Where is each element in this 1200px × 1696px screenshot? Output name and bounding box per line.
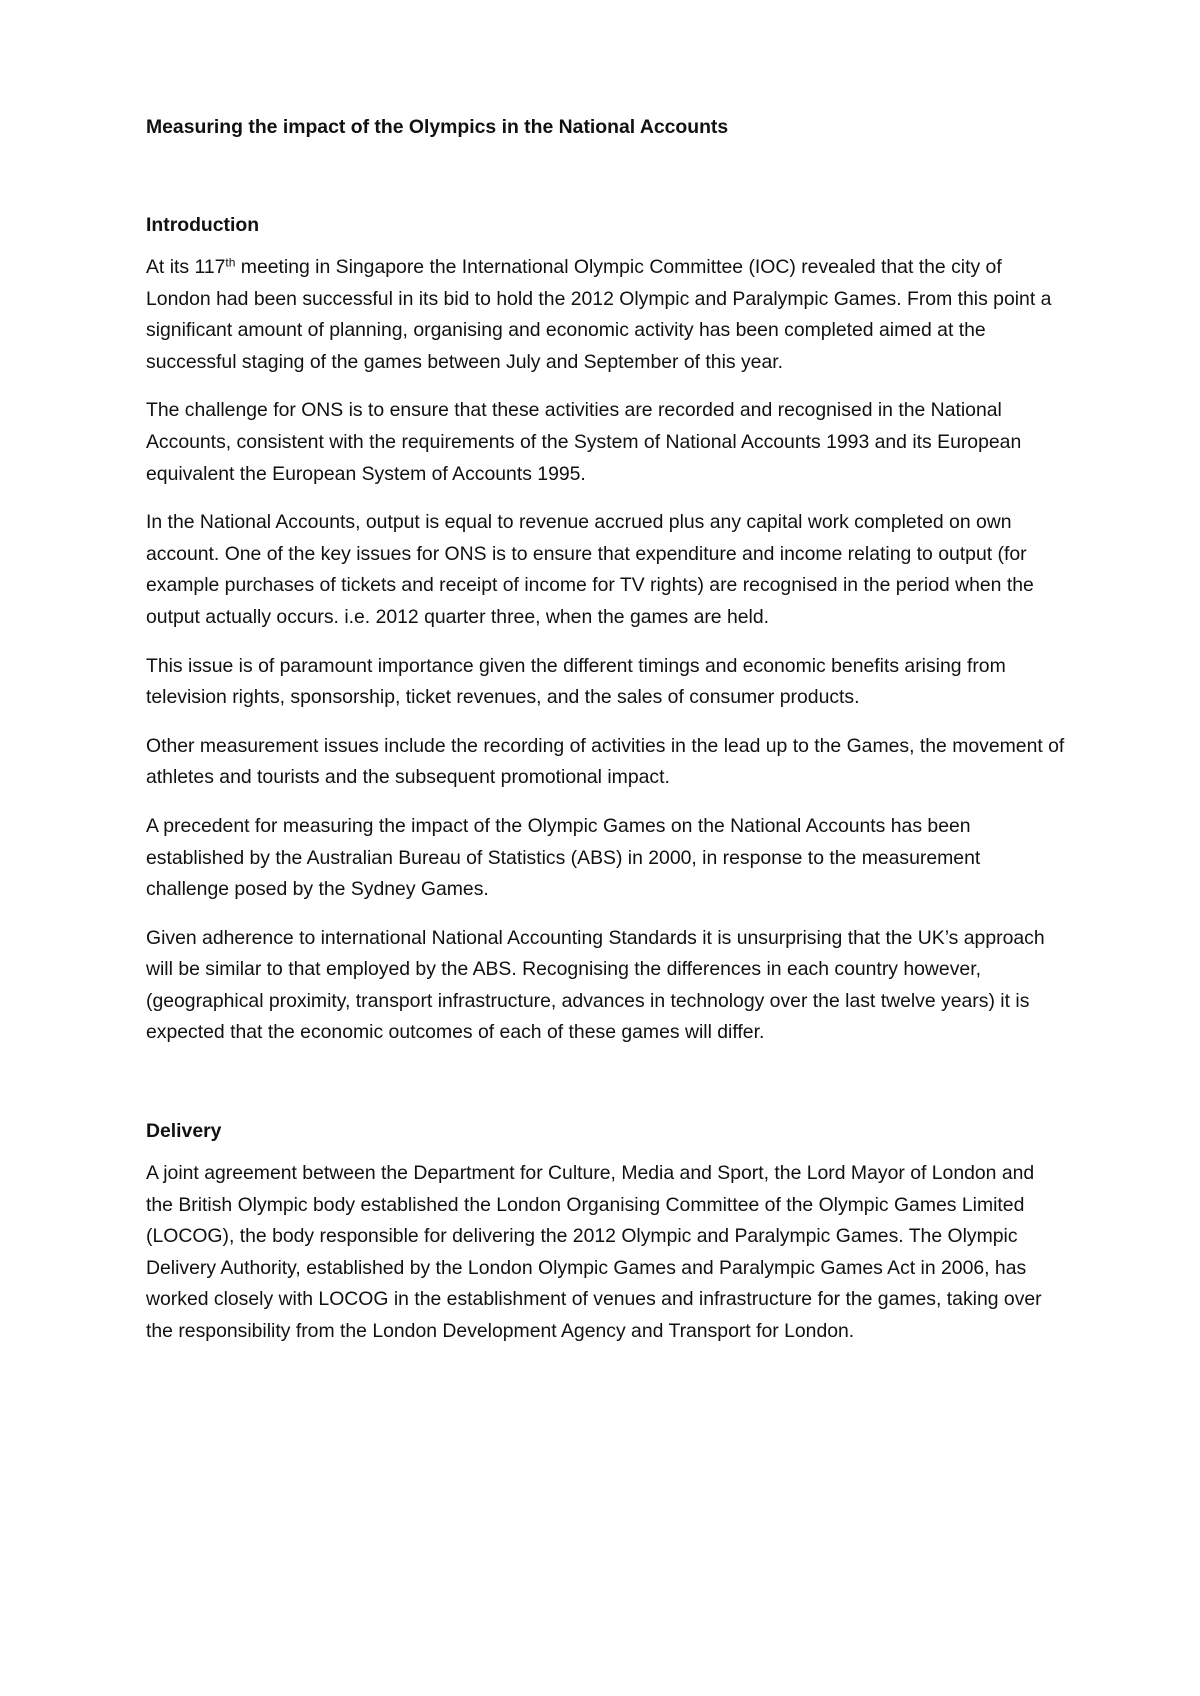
paragraph: The challenge for ONS is to ensure that these activities are recorded and recognised in the National Accounts, consistent with the requirements of the System of National Accounts 1993 and its European equivalent the European System of Accounts 1995. — [146, 399, 1022, 485]
ordinal-superscript: th — [225, 255, 236, 270]
paragraph-lead: At its 117 — [146, 256, 226, 278]
paragraph: A precedent for measuring the impact of the Olympic Games on the National Accounts has been established by the Australian Bureau of Statistics (ABS) in 2000, in response to the measurement challenge posed by the Sydney Games. — [146, 814, 981, 901]
paragraph: In the National Accounts, output is equal to revenue accrued plus any capital work completed on own account. One of the key issues for ONS is to ensure that expenditure and income relating to output (for example purchases of tickets and receipt of income for TV rights) are recognised in the period when the output actually occurs. i.e. 2012 quarter three, when the games are held. — [146, 511, 1034, 628]
paragraph — [146, 252, 1066, 378]
section-spacer — [146, 1066, 1066, 1116]
paragraph: A joint agreement between the Department for Culture, Media and Sport, the Lord Mayor of London and the British Olympic body established the London Organising Committee of the Olympic Games Limited (LOCOG), the body responsible for delivering the 2012 Olympic and Paralympic Games. The Olympic Delivery Authority, established by the London Olympic Games and Paralympic Games Act in 2006, has worked closely with LOCOG in the establishment of venues and infrastructure for the games, taking over the responsibility from the London Development Agency and Transport for London. — [146, 1162, 1042, 1343]
paragraph: Given adherence to international National Accounting Standards it is unsurprising that the UK’s approach will be similar to that employed by the ABS. Recognising the differences in each country however, (geographical proximity, transport infrastructure, advances in technology over the last twelve years) it is expected that the economic outcomes of each of these games will differ. — [146, 926, 1045, 1044]
paragraph-rest: meeting in Singapore the International Olympic Committee (IOC) revealed that the city of London had been successful in its bid to hold the 2012 Olympic and Paralympic Games. From this point a significant amount of planning, organising and economic activity has been completed aimed at the successful staging of the games between July and September of this year. — [146, 256, 1052, 373]
document-body — [146, 112, 1066, 1365]
section-heading-introduction: Introduction — [146, 214, 260, 236]
paragraph: This issue is of paramount importance given the different timings and economic benefits arising from television rights, sponsorship, ticket revenues, and the sales of consumer products. — [146, 654, 1006, 709]
paragraph: Other measurement issues include the recording of activities in the lead up to the Games, the movement of athletes and tourists and the subsequent promotional impact. — [146, 734, 1065, 789]
document-title: Measuring the impact of the Olympics in the National Accounts — [146, 116, 729, 138]
section-heading-delivery: Delivery — [146, 1120, 222, 1143]
